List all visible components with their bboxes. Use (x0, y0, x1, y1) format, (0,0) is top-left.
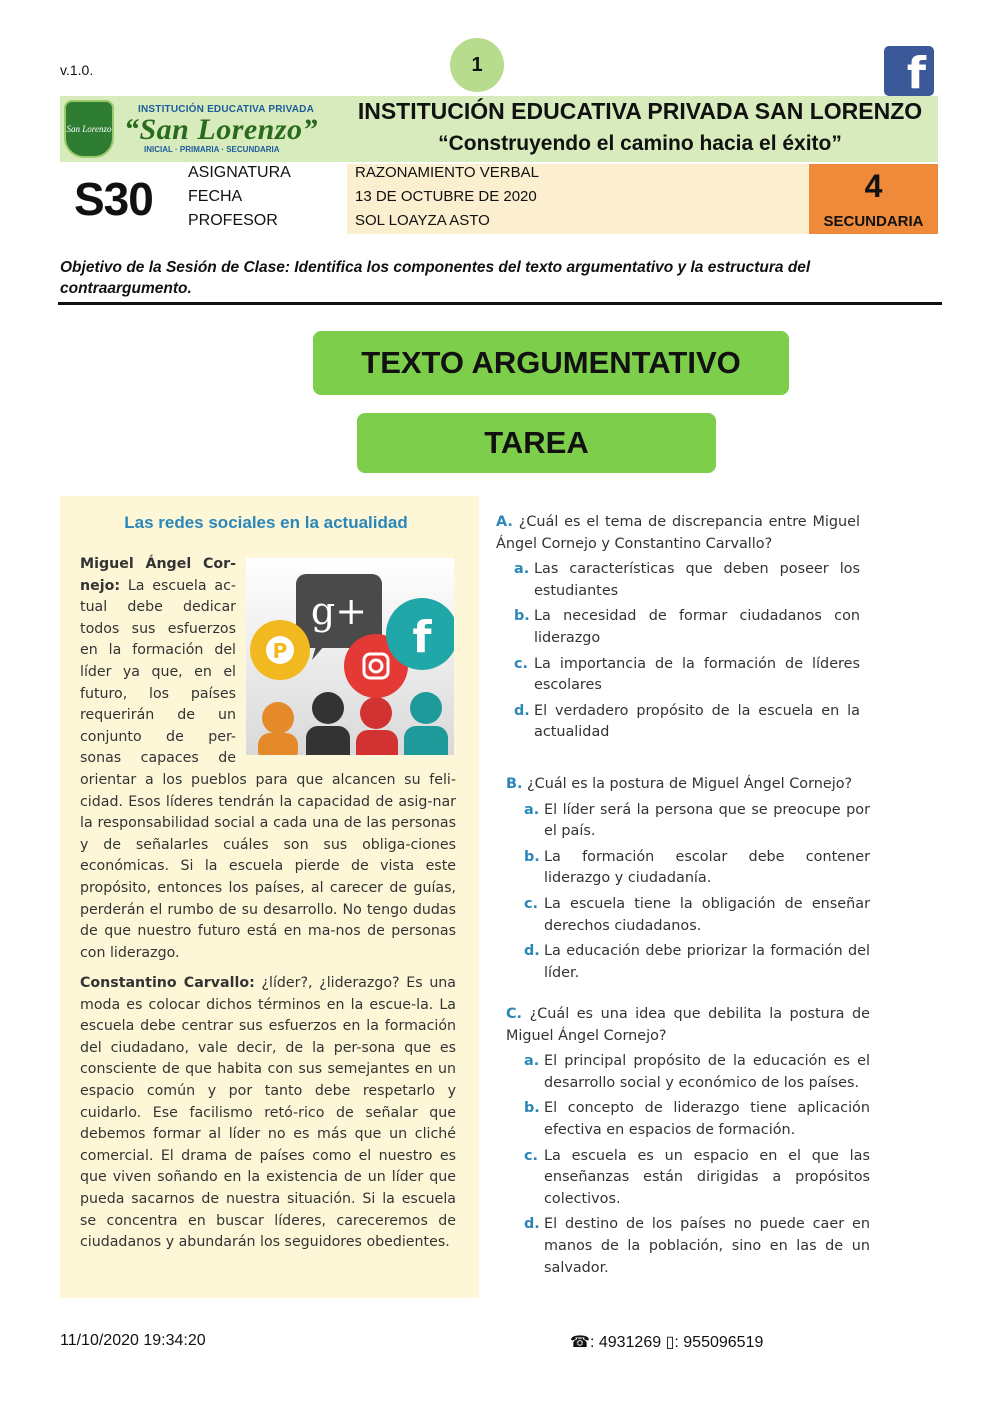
speaker-1-name-cont: nejo: (80, 577, 121, 594)
option-letter: c. (524, 1147, 538, 1164)
footer-datetime: 11/10/2020 19:34:20 (60, 1332, 206, 1349)
speaker-2-name: Constantino Carvallo: (80, 975, 255, 991)
text-line: todos sus esfuerzos (80, 620, 236, 637)
reading-title: Las redes sociales en la actualidad (124, 513, 408, 532)
option-item[interactable] (506, 894, 870, 937)
logo-institution-text: INSTITUCIÓN EDUCATIVA PRIVADA (138, 104, 314, 115)
speaker-2-text: ¿líder?, ¿liderazgo? Es una moda es colocar dichos términos en la escue-la. La escuela debe centrar sus esfuerzos en la formación del ciudadano, vale decir, de la per-sona que es consciente de que habita con sus semejantes en un espacio común y por tanto debe respetarlo y cuidarlo. Ese facilismo retó-rico de señalar que debemos formar al líder no es más que un cliché comercial. El drama de países como el nuestro es que viven soñando en la existencia de un líder que pueda sacarnos de nuestra situación. Si la escuela se concentra en buscar líderes, careceremos de ciudadanos y abundarán los seguidores obedientes. (80, 975, 456, 1251)
option-text: El concepto de liderazgo tiene aplicación efectiva en espacios de formación. (544, 1100, 870, 1138)
facebook-icon[interactable]: f (884, 46, 934, 96)
divider (58, 302, 942, 305)
option-item[interactable] (506, 847, 870, 890)
option-item[interactable] (506, 1146, 870, 1211)
question-a (496, 512, 860, 744)
option-item[interactable] (506, 1214, 870, 1279)
question-letter: C. (506, 1006, 523, 1022)
page-number-badge: 1 (450, 38, 504, 92)
option-text: El principal propósito de la educación es el desarrollo social y económico de los países. (544, 1053, 870, 1091)
text-line: tual debe dedicar (80, 599, 236, 616)
logo-school-name: “San Lorenzo” (124, 113, 319, 146)
homework-banner: TAREA (357, 413, 716, 473)
option-text: La importancia de la formación de líderes escolares (534, 655, 860, 694)
text-line: en la formación del (80, 642, 236, 659)
text-line: futuro, los países (80, 685, 236, 702)
reading-paragraph-2 (80, 973, 456, 1254)
option-item[interactable] (496, 606, 860, 649)
option-text: Las características que deben poseer los estudiantes (534, 561, 860, 599)
value-date: 13 DE OCTUBRE DE 2020 (355, 188, 537, 205)
social-media-graphic (246, 558, 454, 755)
text-line: requerirán de un (80, 707, 236, 724)
option-letter: c. (514, 655, 528, 672)
session-objective: Objetivo de la Sesión de Clase: Identifica los componentes del texto argumentativo y la estructura del contraargumento. (60, 259, 811, 297)
session-code: S30 (74, 173, 153, 225)
question-text: ¿Cuál es una idea que debilita la postura de Miguel Ángel Cornejo? (506, 1006, 870, 1044)
option-letter: b. (524, 1100, 540, 1117)
phone-icon: ☎ (570, 1334, 590, 1351)
question-text: ¿Cuál es el tema de discrepancia entre Miguel Ángel Cornejo y Constantino Carvallo? (496, 514, 860, 552)
svg-text:P: P (272, 639, 288, 663)
logo-levels-text: INICIAL · PRIMARIA · SECUNDARIA (144, 145, 280, 154)
option-text: El destino de los países no puede caer en manos de la población, sino en las de un salvador. (544, 1216, 870, 1276)
question-b (506, 774, 870, 984)
text-line: La escuela ac- (127, 577, 236, 594)
question-letter: B. (506, 776, 523, 792)
svg-text:f: f (412, 612, 432, 663)
mobile-number: : 955096519 (674, 1334, 764, 1351)
option-item[interactable] (496, 654, 860, 697)
text-line: conjunto de per- (80, 728, 236, 745)
speaker-1-name: Miguel Ángel Cor- (80, 556, 236, 572)
option-text: La necesidad de formar ciudadanos con liderazgo (534, 608, 860, 646)
institution-motto: “Construyendo el camino hacia el éxito” (438, 132, 842, 155)
version-label: v.1.0. (60, 62, 94, 78)
value-teacher: SOL LOAYZA ASTO (355, 212, 490, 229)
option-item[interactable] (496, 701, 860, 744)
option-text: El verdadero propósito de la escuela en la actualidad (534, 702, 860, 741)
text-line: líder ya que, en el (80, 663, 236, 680)
value-subject: RAZONAMIENTO VERBAL (355, 164, 539, 181)
option-item[interactable] (506, 800, 870, 843)
question-letter: A. (496, 514, 513, 530)
social-media-illustration (246, 558, 454, 755)
grade-level: SECUNDARIA (823, 213, 924, 230)
option-item[interactable] (496, 559, 860, 602)
option-text: La educación debe priorizar la formación del líder. (544, 943, 870, 981)
option-letter: b. (524, 848, 540, 865)
option-letter: d. (524, 1216, 540, 1233)
school-crest-logo: San Lorenzo (64, 100, 114, 158)
label-subject: ASIGNATURA (188, 164, 291, 181)
option-letter: c. (524, 895, 538, 912)
grade-number: 4 (864, 168, 883, 204)
option-letter: a. (524, 1053, 540, 1070)
footer-contact (570, 1332, 763, 1352)
option-letter: d. (524, 943, 540, 960)
option-text: El líder será la persona que se preocupe por el país. (544, 801, 870, 840)
label-date: FECHA (188, 188, 243, 205)
mobile-icon: ▯ (665, 1334, 675, 1351)
reading-paragraph-1-rest: orientar a los pueblos para que alcancen su feli-cidad. Esos líderes tendrán la capacidad de asig-nar la responsabilidad social a cada una de las personas y de señalarles cuáles son sus obliga-ciones económicas. Si la escuela pierde de vista este propósito, entonces los países, al carecer de guías, perderán el rumbo de su desarrollo. No tengo dudas de que nuestro futuro está en ma-nos de personas con liderazgo. (80, 772, 456, 961)
option-letter: a. (524, 801, 540, 818)
institution-title: INSTITUCIÓN EDUCATIVA PRIVADA SAN LORENZO (357, 98, 923, 124)
option-text: La escuela es un espacio en el que las enseñanzas están dirigidas a propósitos colectivos. (544, 1147, 870, 1207)
label-teacher: PROFESOR (188, 212, 278, 229)
option-text: La formación escolar debe contener liderazgo y ciudadanía. (544, 848, 870, 887)
phone-number: : 4931269 (589, 1334, 662, 1351)
text-line: sonas capaces de (80, 750, 236, 767)
option-letter: b. (514, 608, 530, 625)
question-text: ¿Cuál es la postura de Miguel Ángel Cornejo? (527, 776, 853, 792)
option-item[interactable] (506, 1098, 870, 1141)
option-item[interactable] (506, 1051, 870, 1094)
svg-text:g+: g+ (310, 589, 368, 633)
option-item[interactable] (506, 941, 870, 984)
option-letter: d. (514, 702, 530, 719)
option-letter: a. (514, 561, 530, 578)
pinterest-icon (250, 620, 310, 680)
question-c (506, 1004, 870, 1279)
main-title-banner: TEXTO ARGUMENTATIVO (313, 331, 789, 395)
option-text: La escuela tiene la obligación de enseñar derechos ciudadanos. (544, 895, 870, 934)
reading-paragraph-1-narrow (80, 554, 236, 770)
